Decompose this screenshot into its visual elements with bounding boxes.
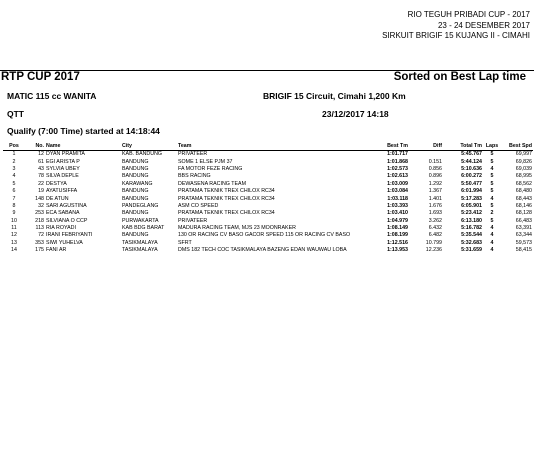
cell-diff: 3.262 xyxy=(428,217,442,224)
cell-total-tm: 5:44.124 xyxy=(461,158,482,165)
cell-laps: 5 xyxy=(490,217,494,224)
cell-total-tm: 5:50.477 xyxy=(461,180,482,187)
cell-name: EGI ARISTA P xyxy=(46,158,80,165)
col-laps: Laps xyxy=(483,143,501,151)
cell-pos: 8 xyxy=(12,202,16,209)
cell-diff: 1.401 xyxy=(428,195,442,202)
col-name: Name xyxy=(45,143,121,151)
cell-city: KAB BDG BARAT xyxy=(122,225,165,232)
col-city: City xyxy=(121,143,177,151)
cell-team: PRIVATEER xyxy=(178,217,208,224)
cell-pos: 14 xyxy=(11,247,17,254)
event-header xyxy=(382,10,530,42)
cell-best-tm: 1:03.410 xyxy=(387,210,408,217)
col-pos: Pos xyxy=(3,143,25,151)
cell-no: 72 xyxy=(38,232,44,239)
cell-name: SILVIANA O CCP xyxy=(46,217,88,224)
results-table xyxy=(3,143,533,254)
cell-no: 61 xyxy=(38,158,44,165)
cell-best-tm: 1:03.118 xyxy=(387,195,408,202)
cell-name: SILVA DEPLE xyxy=(46,173,79,180)
cell-diff: 10.799 xyxy=(425,239,442,246)
col-total-tm: Total Tm xyxy=(443,143,483,151)
cell-diff: 12.236 xyxy=(425,247,442,254)
cell-laps: 5 xyxy=(490,188,494,195)
col-best-tm: Best Tm xyxy=(375,143,409,151)
cell-pos: 3 xyxy=(12,165,16,172)
cell-team: PRATAMA TEKNIK TREX CHILOX RC34 xyxy=(178,188,275,195)
cell-city: BANDUNG xyxy=(122,232,149,239)
cell-laps: 2 xyxy=(490,210,494,217)
cell-best-tm: 1:02.613 xyxy=(387,173,408,180)
cell-no: 22 xyxy=(38,180,44,187)
cell-best-spd: 68,562 xyxy=(515,180,532,187)
cell-team: MADURA RACING TEAM, MJS 23 MOONRAKER xyxy=(178,225,296,232)
cell-team: PRIVATEER xyxy=(178,151,208,158)
cell-total-tm: 5:10.636 xyxy=(461,165,482,172)
cell-best-spd: 58,415 xyxy=(515,247,532,254)
cell-city: BANDUNG xyxy=(122,165,149,172)
cell-total-tm: 5:16.782 xyxy=(461,225,482,232)
cell-laps: 4 xyxy=(490,247,494,254)
cell-name: FANI AR xyxy=(46,247,67,254)
cell-best-spd: 69,826 xyxy=(515,158,532,165)
cell-team: FA MOTOR FEZE RACING xyxy=(178,165,243,172)
cell-best-tm: 1:03.393 xyxy=(387,202,408,209)
table-row xyxy=(3,188,533,195)
cell-name: SARI AGUSTINA xyxy=(46,202,87,209)
cell-best-spd: 66,483 xyxy=(515,217,532,224)
col-team: Team xyxy=(177,143,375,151)
session-code: QTT xyxy=(7,109,24,119)
cell-best-tm: 1:13.953 xyxy=(387,247,408,254)
col-diff: Diff xyxy=(409,143,443,151)
cell-diff xyxy=(409,151,443,159)
table-row xyxy=(3,158,533,165)
cell-laps: 5 xyxy=(490,202,494,209)
table-row xyxy=(3,225,533,232)
cell-city: BANDUNG xyxy=(122,195,149,202)
col-best-spd: Best Spd xyxy=(501,143,533,151)
col-no: No. xyxy=(25,143,45,151)
table-row xyxy=(3,151,533,159)
cell-name: SYLVIA UBEY xyxy=(46,165,80,172)
cell-best-tm: 1:01.868 xyxy=(387,158,408,165)
cell-best-tm: 1:03.009 xyxy=(387,180,408,187)
sort-label: Sorted on Best Lap time xyxy=(393,71,526,83)
circuit-name: BRIGIF 15 Circuit, Cimahi 1,200 Km xyxy=(263,91,406,101)
table-header-row xyxy=(3,143,533,151)
cell-best-tm: 1:02.573 xyxy=(387,165,408,172)
cell-pos: 6 xyxy=(12,188,16,195)
cell-team: DMS 182 TECH COC TASIKMALAYA BAZENG EDAN WAUWAU LOBA xyxy=(178,247,347,254)
cell-diff: 1.367 xyxy=(428,188,442,195)
cell-diff: 1.292 xyxy=(428,180,442,187)
cell-city: PURWAKARTA xyxy=(122,217,159,224)
cell-name: RIA ROYADI xyxy=(46,225,76,232)
cell-pos: 2 xyxy=(12,158,16,165)
cell-total-tm: 5:35.544 xyxy=(461,232,482,239)
cell-name: DE ATUN xyxy=(46,195,69,202)
cell-team: BBS RACING xyxy=(178,173,211,180)
cell-no: 19 xyxy=(38,188,44,195)
qualify-start-line: Qualify (7:00 Time) started at 14:18:44 xyxy=(7,126,160,136)
cell-team: 130 OR RACING CV BASO GACOR SPEED 115 OR RACING CV BASO xyxy=(178,232,351,239)
cell-diff: 0.856 xyxy=(428,165,442,172)
table-row xyxy=(3,203,533,210)
cell-best-spd: 63,344 xyxy=(515,232,532,239)
results-body xyxy=(3,151,533,255)
cell-city: KARAWANG xyxy=(122,180,153,187)
cell-pos: 7 xyxy=(12,195,16,202)
cell-best-tm: 1:01.717 xyxy=(387,151,408,158)
cell-no: 113 xyxy=(35,225,44,232)
table-row xyxy=(3,247,533,254)
table-row xyxy=(3,218,533,225)
event-dates: 23 - 24 DESEMBER 2017 xyxy=(437,20,530,30)
cell-best-spd: 69,997 xyxy=(515,151,532,158)
cell-total-tm: 5:23.412 xyxy=(461,210,482,217)
cell-city: BANDUNG xyxy=(122,173,149,180)
cell-laps: 5 xyxy=(490,180,494,187)
cell-name: IRANI FEBRIYANTI xyxy=(46,232,93,239)
cell-total-tm: 5:17.283 xyxy=(461,195,482,202)
cell-total-tm: 6:00.272 xyxy=(461,173,482,180)
cell-pos: 1 xyxy=(12,151,16,158)
cell-best-tm: 1:12.516 xyxy=(387,239,408,246)
cell-no: 43 xyxy=(38,165,44,172)
cell-name: ECA SABANA xyxy=(46,210,80,217)
cell-best-tm: 1:08.149 xyxy=(387,225,408,232)
cell-total-tm: 6:01.994 xyxy=(461,188,482,195)
cell-diff: 1.676 xyxy=(428,202,442,209)
report-title: RTP CUP 2017 xyxy=(1,71,80,83)
event-name: RIO TEGUH PRIBADI CUP - 2017 xyxy=(407,10,530,19)
cell-best-spd: 68,146 xyxy=(515,202,532,209)
cell-pos: 13 xyxy=(11,239,17,246)
cell-no: 78 xyxy=(38,173,44,180)
cell-pos: 9 xyxy=(12,210,16,217)
title-bar xyxy=(0,70,534,84)
session-class-row xyxy=(7,91,534,102)
cell-best-tm: 1:08.199 xyxy=(387,232,408,239)
cell-name: DYAN PRAMITA xyxy=(46,151,85,158)
cell-best-tm: 1:03.084 xyxy=(387,188,408,195)
cell-no: 353 xyxy=(35,239,44,246)
table-row xyxy=(3,210,533,217)
cell-total-tm: 5:45.767 xyxy=(461,151,482,158)
cell-city: BANDUNG xyxy=(122,158,149,165)
cell-best-spd: 68,995 xyxy=(515,173,532,180)
cell-team: PRATAMA TEKNIK TREX CHILOX RC34 xyxy=(178,195,275,202)
cell-name: DESTYA xyxy=(46,180,67,187)
cell-no: 12 xyxy=(38,151,44,158)
cell-team: PRATAMA TEKNIK TREX CHILOX RC34 xyxy=(178,210,275,217)
cell-team: SFRT xyxy=(178,239,192,246)
cell-team: ASM CO SPEED xyxy=(178,202,219,209)
cell-pos: 5 xyxy=(12,180,16,187)
cell-best-spd: 59,573 xyxy=(515,239,532,246)
table-row xyxy=(3,166,533,173)
session-code-row xyxy=(7,109,534,120)
cell-pos: 12 xyxy=(11,232,17,239)
cell-city: KAB. BANDUNG xyxy=(122,151,163,158)
cell-team: DEWASENA RACING TEAM xyxy=(178,180,246,187)
session-datetime: 23/12/2017 14:18 xyxy=(322,109,389,119)
cell-name: AYATUSIFFA xyxy=(46,188,78,195)
cell-laps: 5 xyxy=(490,151,494,158)
cell-name: SIWI YUHELVA xyxy=(46,239,83,246)
cell-city: BANDUNG xyxy=(122,210,149,217)
cell-best-spd: 69,039 xyxy=(515,165,532,172)
cell-city: TASIKMALAYA xyxy=(122,247,158,254)
cell-diff: 1.693 xyxy=(428,210,442,217)
cell-best-spd: 68,128 xyxy=(515,210,532,217)
cell-total-tm: 6:05.901 xyxy=(461,202,482,209)
cell-laps: 4 xyxy=(490,195,494,202)
cell-best-spd: 68,443 xyxy=(515,195,532,202)
cell-no: 32 xyxy=(38,202,44,209)
cell-best-spd: 63,391 xyxy=(515,225,532,232)
cell-best-spd: 68,480 xyxy=(515,188,532,195)
cell-pos: 4 xyxy=(12,173,16,180)
cell-pos: 10 xyxy=(11,217,17,224)
table-row xyxy=(3,181,533,188)
cell-total-tm: 6:13.180 xyxy=(461,217,482,224)
cell-no: 175 xyxy=(35,247,44,254)
table-row xyxy=(3,232,533,239)
cell-laps: 4 xyxy=(490,232,494,239)
cell-no: 218 xyxy=(35,217,44,224)
cell-diff: 0.896 xyxy=(428,173,442,180)
cell-diff: 0.151 xyxy=(428,158,442,165)
cell-diff: 6.482 xyxy=(428,232,442,239)
cell-no: 253 xyxy=(35,210,44,217)
cell-city: TASIKMALAYA xyxy=(122,239,158,246)
table-row xyxy=(3,240,533,247)
cell-no: 148 xyxy=(35,195,44,202)
cell-laps: 4 xyxy=(490,225,494,232)
event-venue: SIRKUIT BRIGIF 15 KUJANG II - CIMAHI xyxy=(382,31,530,40)
cell-team: SOME 1 ELSE PJM 37 xyxy=(178,158,233,165)
cell-city: BANDUNG xyxy=(122,188,149,195)
cell-total-tm: 5:32.683 xyxy=(461,239,482,246)
table-row xyxy=(3,173,533,180)
cell-pos: 11 xyxy=(11,225,17,232)
cell-laps: 5 xyxy=(490,158,494,165)
cell-diff: 6.432 xyxy=(428,225,442,232)
cell-city: PANDEGLANG xyxy=(122,202,159,209)
cell-laps: 5 xyxy=(490,173,494,180)
cell-best-tm: 1:04.979 xyxy=(387,217,408,224)
cell-laps: 4 xyxy=(490,239,494,246)
cell-total-tm: 5:31.659 xyxy=(461,247,482,254)
table-row xyxy=(3,195,533,202)
class-name: MATIC 115 cc WANITA xyxy=(7,91,97,101)
cell-laps: 4 xyxy=(490,165,494,172)
